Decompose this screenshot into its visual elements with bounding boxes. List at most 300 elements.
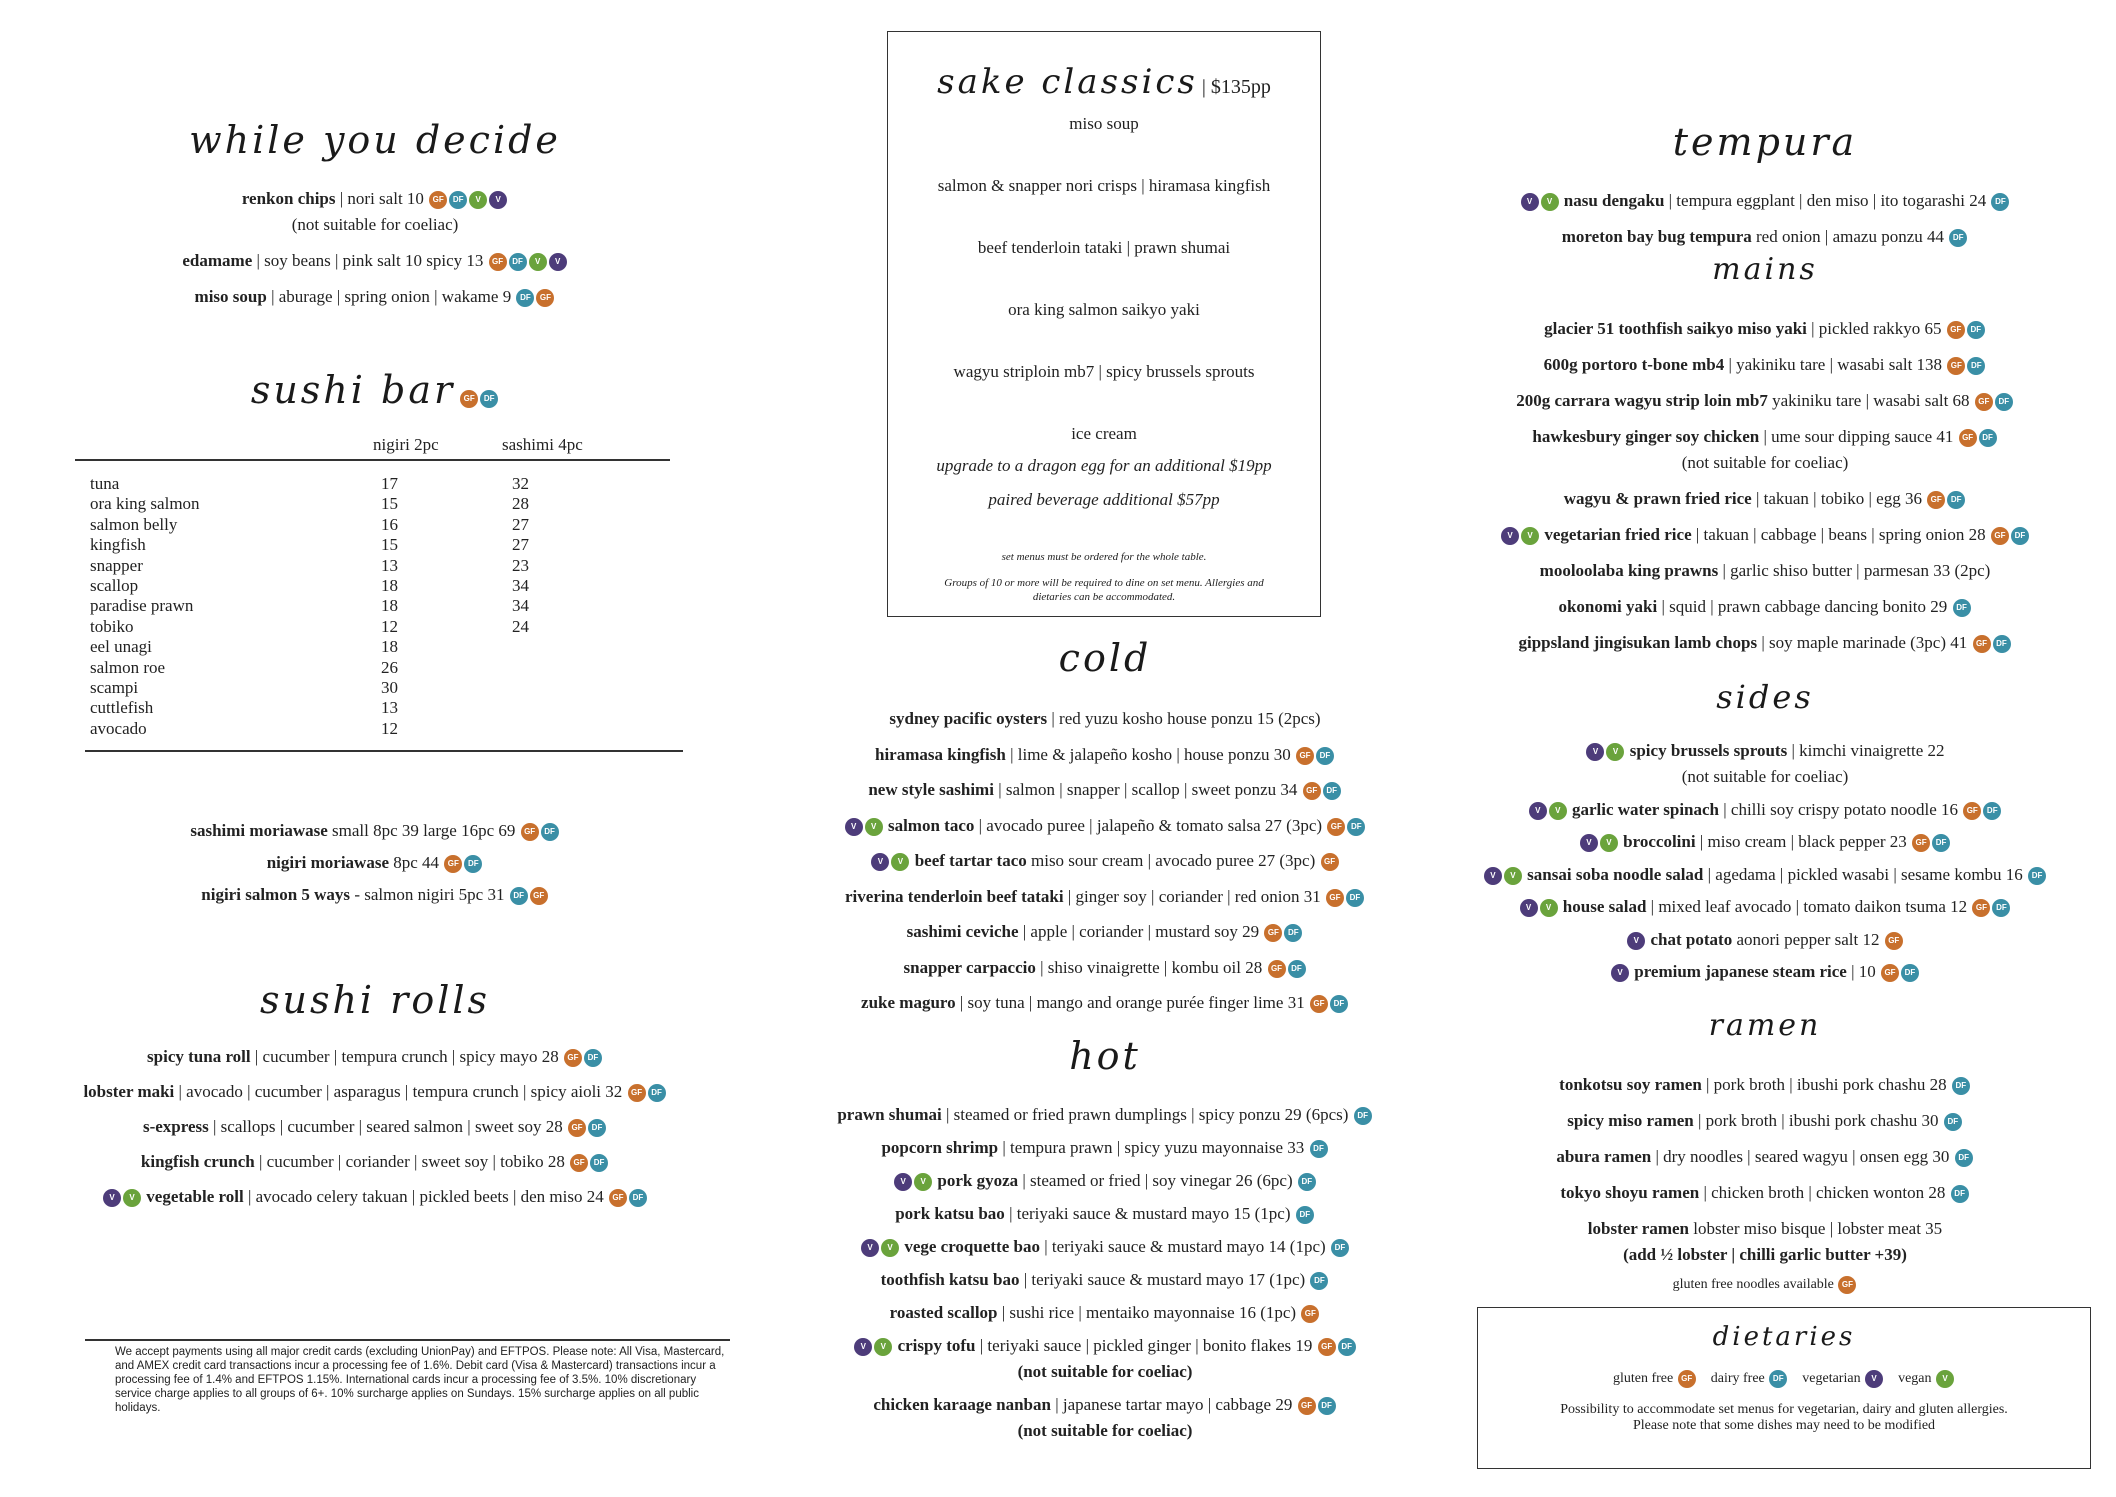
vg-badge: V bbox=[1606, 743, 1624, 761]
table-row bbox=[75, 698, 675, 718]
dietaries-legend bbox=[1478, 1370, 2090, 1388]
hot-list bbox=[790, 1104, 1420, 1453]
vg-badge: V bbox=[881, 1239, 899, 1257]
df-badge: DF bbox=[1288, 960, 1306, 978]
df-badge: DF bbox=[590, 1154, 608, 1172]
item-description: | red yuzu kosho house ponzu 15 (2pcs) bbox=[1047, 709, 1321, 728]
menu-item bbox=[790, 886, 1420, 908]
gf-badge: GF bbox=[1268, 960, 1286, 978]
table-row bbox=[75, 494, 675, 514]
df-badge: DF bbox=[1951, 1185, 1969, 1203]
menu-item bbox=[1440, 1218, 2090, 1240]
item-name: salmon taco bbox=[887, 815, 975, 835]
item-name: pork katsu bao bbox=[895, 1204, 1005, 1223]
item-note: (not suitable for coeliac) bbox=[1681, 767, 1849, 786]
item-name: renkon chips bbox=[241, 189, 336, 208]
gf-badge: GF bbox=[1947, 357, 1965, 375]
item-description: | takuan | tobiko | egg 36 bbox=[1751, 489, 1922, 508]
df-badge: DF bbox=[1901, 964, 1919, 982]
df-badge: DF bbox=[648, 1084, 666, 1102]
menu-item bbox=[790, 957, 1420, 979]
menu-item bbox=[790, 779, 1420, 801]
item-description: | takuan | cabbage | beans | spring onion 28 bbox=[1691, 525, 1986, 544]
heading-sushi-rolls: sushi rolls bbox=[259, 978, 491, 1022]
legend-v-badge: V bbox=[1865, 1370, 1883, 1388]
gf-badge: GF bbox=[1310, 995, 1328, 1013]
menu-item bbox=[790, 1203, 1420, 1225]
item-description: | tempura eggplant | den miso | ito togarashi 24 bbox=[1664, 191, 1987, 210]
mains-list bbox=[1440, 318, 2090, 668]
item-description: | dry noodles | seared wagyu | onsen egg 30 bbox=[1651, 1147, 1950, 1166]
sake-course: wagyu striploin mb7 | spicy brussels sprouts bbox=[953, 362, 1255, 381]
item-description: | pickled rakkyo 65 bbox=[1806, 319, 1942, 338]
item-description: | cucumber | tempura crunch | spicy mayo 28 bbox=[250, 1047, 559, 1066]
gf-badge: GF bbox=[1991, 527, 2009, 545]
col-sashimi: sashimi 4pc bbox=[502, 435, 583, 454]
menu-item bbox=[790, 744, 1420, 766]
item-name: nasu dengaku bbox=[1563, 191, 1665, 210]
menu-item bbox=[1440, 740, 2090, 762]
v-badge: V bbox=[489, 191, 507, 209]
menu-item bbox=[1440, 390, 2090, 412]
df-badge: DF bbox=[509, 253, 527, 271]
v-badge: V bbox=[861, 1239, 879, 1257]
v-badge: V bbox=[103, 1189, 121, 1207]
df-badge: DF bbox=[1992, 899, 2010, 917]
df-badge: DF bbox=[480, 390, 498, 408]
df-badge: DF bbox=[1296, 1206, 1314, 1224]
df-badge: DF bbox=[588, 1119, 606, 1137]
while-you-decide-list bbox=[30, 188, 720, 322]
df-badge: DF bbox=[1331, 1239, 1349, 1257]
legend-dairy-free: dairy free bbox=[1710, 1371, 1765, 1387]
item-description: | ume sour dipping sauce 41 bbox=[1759, 427, 1954, 446]
dietaries-box bbox=[1477, 1307, 2091, 1469]
sushi-rolls-list bbox=[30, 1046, 720, 1221]
sake-fine-2: Groups of 10 or more will be required to dine on set menu. Allergies and dietaries can be accommodated. bbox=[944, 577, 1264, 603]
item-description: miso sour cream | avocado puree 27 (3pc) bbox=[1026, 851, 1316, 870]
item-description: | yakiniku tare | wasabi salt 138 bbox=[1724, 355, 1943, 374]
gf-badge: GF bbox=[429, 191, 447, 209]
sushi-nigiri: 18 bbox=[381, 575, 398, 595]
v-badge: V bbox=[1501, 527, 1519, 545]
item-description: | ginger soy | coriander | red onion 31 bbox=[1063, 886, 1321, 906]
menu-item bbox=[1440, 524, 2090, 546]
menu-item bbox=[1440, 799, 2090, 821]
item-name: spicy tuna roll bbox=[147, 1047, 251, 1066]
menu-item bbox=[30, 884, 720, 906]
item-description: | teriyaki sauce & mustard mayo 14 (1pc) bbox=[1039, 1237, 1326, 1256]
vg-badge: V bbox=[1600, 834, 1618, 852]
item-name: lobster ramen bbox=[1587, 1219, 1689, 1238]
gf-badge: GF bbox=[521, 823, 539, 841]
legend-vg-badge: V bbox=[1936, 1370, 1954, 1388]
df-badge: DF bbox=[1993, 635, 2011, 653]
df-badge: DF bbox=[1944, 1113, 1962, 1131]
item-name: chicken karaage nanban bbox=[873, 1395, 1051, 1414]
menu-item bbox=[30, 1186, 720, 1208]
menu-item bbox=[30, 286, 720, 308]
heading-ramen: ramen bbox=[1708, 1008, 1822, 1043]
vg-badge: V bbox=[891, 853, 909, 871]
item-note: (not suitable for coeliac) bbox=[291, 215, 459, 234]
item-name: nigiri moriawase bbox=[266, 853, 389, 872]
item-name: moreton bay bug tempura bbox=[1561, 227, 1752, 246]
sushi-nigiri: 12 bbox=[381, 616, 398, 636]
item-note: (add ½ lobster | chilli garlic butter +39) bbox=[1623, 1245, 1907, 1264]
menu-item bbox=[1440, 226, 2090, 248]
sushi-table-top-rule bbox=[75, 459, 670, 461]
sake-fine-1: set menus must be ordered for the whole table. bbox=[1001, 551, 1207, 563]
menu-item bbox=[790, 1302, 1420, 1324]
item-note: (not suitable for coeliac) bbox=[1017, 1362, 1193, 1381]
menu-item bbox=[790, 1269, 1420, 1291]
gf-badge: GF bbox=[444, 855, 462, 873]
sushi-nigiri: 17 bbox=[381, 474, 398, 493]
sushi-name: ora king salmon bbox=[90, 494, 200, 514]
item-description: | steamed or fried | soy vinegar 26 (6pc) bbox=[1018, 1171, 1293, 1190]
gf-badge: GF bbox=[564, 1049, 582, 1067]
v-badge: V bbox=[1586, 743, 1604, 761]
item-name: new style sashimi bbox=[868, 780, 994, 799]
menu-item bbox=[1440, 1074, 2090, 1096]
sushi-sashimi: 28 bbox=[512, 494, 529, 514]
sake-course: ice cream bbox=[1071, 424, 1137, 443]
menu-item bbox=[30, 1116, 720, 1138]
gf-badge: GF bbox=[489, 253, 507, 271]
item-description: aonori pepper salt 12 bbox=[1732, 929, 1880, 949]
df-badge: DF bbox=[1955, 1149, 1973, 1167]
item-description: - salmon nigiri 5pc 31 bbox=[350, 885, 505, 904]
item-description: | miso cream | black pepper 23 bbox=[1695, 832, 1907, 851]
dietaries-note-2: Please note that some dishes may need to be modified bbox=[1632, 1418, 1936, 1433]
item-name: toothfish katsu bao bbox=[880, 1270, 1020, 1289]
item-description: | teriyaki sauce & mustard mayo 15 (1pc) bbox=[1004, 1204, 1291, 1223]
item-description: | cucumber | coriander | sweet soy | tobiko 28 bbox=[254, 1152, 565, 1171]
vg-badge: V bbox=[914, 1173, 932, 1191]
item-name: vegetarian fried rice bbox=[1544, 525, 1692, 544]
gf-badge: GF bbox=[628, 1084, 646, 1102]
item-name: 200g carrara wagyu strip loin mb7 bbox=[1516, 391, 1768, 410]
menu-item bbox=[790, 992, 1420, 1014]
menu-item bbox=[790, 1236, 1420, 1258]
item-name: popcorn shrimp bbox=[881, 1138, 999, 1157]
menu-item bbox=[790, 708, 1420, 730]
heading-cold: cold bbox=[1058, 636, 1152, 680]
sushi-bar-extras bbox=[30, 820, 720, 916]
menu-item bbox=[1440, 929, 2090, 951]
sushi-table-bottom-rule bbox=[85, 750, 683, 752]
menu-item bbox=[1440, 426, 2090, 448]
sushi-sashimi: 27 bbox=[512, 535, 529, 555]
item-description: | soy tuna | mango and orange purée finger lime 31 bbox=[955, 993, 1305, 1012]
sushi-name: tobiko bbox=[90, 616, 134, 636]
item-description: | avocado celery takuan | pickled beets | den miso 24 bbox=[243, 1187, 604, 1206]
item-description: | avocado | cucumber | asparagus | tempura crunch | spicy aioli 32 bbox=[174, 1082, 623, 1101]
item-name: spicy brussels sprouts bbox=[1629, 741, 1788, 760]
gf-badge: GF bbox=[1973, 635, 1991, 653]
df-badge: DF bbox=[2028, 867, 2046, 885]
sushi-name: salmon roe bbox=[90, 657, 166, 677]
item-name: vege croquette bao bbox=[904, 1237, 1040, 1256]
table-row bbox=[75, 617, 675, 637]
heading-dietaries: dietaries bbox=[1712, 1322, 1856, 1352]
item-name: beef tartar taco bbox=[914, 851, 1027, 870]
v-badge: V bbox=[1529, 802, 1547, 820]
menu-item bbox=[1440, 961, 2090, 983]
gf-badge: GF bbox=[1927, 491, 1945, 509]
item-description: | nori salt 10 bbox=[335, 189, 424, 208]
df-badge: DF bbox=[510, 887, 528, 905]
item-name: hiramasa kingfish bbox=[875, 744, 1006, 764]
item-description: | tempura prawn | spicy yuzu mayonnaise 33 bbox=[998, 1138, 1305, 1157]
df-badge: DF bbox=[1952, 1077, 1970, 1095]
item-name: mooloolaba king prawns bbox=[1539, 561, 1719, 580]
item-description: | salmon | snapper | scallop | sweet ponzu 34 bbox=[993, 780, 1298, 799]
sake-course: ora king salmon saikyo yaki bbox=[1008, 300, 1200, 319]
gf-badge: GF bbox=[1264, 924, 1282, 942]
heading-sake-classics: sake classics bbox=[937, 62, 1198, 102]
sushi-nigiri: 15 bbox=[381, 535, 398, 555]
vg-badge: V bbox=[874, 1338, 892, 1356]
menu-item bbox=[1440, 488, 2090, 510]
table-row bbox=[75, 535, 675, 555]
menu-item bbox=[790, 1335, 1420, 1357]
item-name: sashimi ceviche bbox=[906, 922, 1019, 941]
menu-item bbox=[790, 1394, 1420, 1416]
item-description: yakiniku tare | wasabi salt 68 bbox=[1767, 391, 1970, 410]
menu-item bbox=[30, 820, 720, 842]
item-name: broccolini bbox=[1623, 832, 1696, 851]
sides-list bbox=[1440, 740, 2090, 994]
item-description: | teriyaki sauce | pickled ginger | bonito flakes 19 bbox=[975, 1336, 1313, 1355]
item-description: | chicken broth | chicken wonton 28 bbox=[1699, 1183, 1946, 1202]
menu-item bbox=[30, 250, 720, 272]
item-name: gippsland jingisukan lamb chops bbox=[1518, 633, 1758, 652]
item-name: sydney pacific oysters bbox=[889, 709, 1048, 728]
sushi-nigiri: 30 bbox=[381, 677, 398, 697]
df-badge: DF bbox=[1347, 818, 1365, 836]
item-description: | soy beans | pink salt 10 spicy 13 bbox=[252, 251, 484, 270]
gf-badge: GF bbox=[1912, 834, 1930, 852]
item-name: pork gyoza bbox=[937, 1171, 1019, 1190]
df-badge: DF bbox=[1323, 782, 1341, 800]
item-description: | mixed leaf avocado | tomato daikon tsuma 12 bbox=[1646, 897, 1968, 916]
vg-badge: V bbox=[1549, 802, 1567, 820]
heading-hot: hot bbox=[1069, 1034, 1141, 1078]
menu-item bbox=[1440, 864, 2090, 886]
menu-item bbox=[1440, 896, 2090, 918]
df-badge: DF bbox=[516, 289, 534, 307]
table-row bbox=[75, 719, 675, 739]
v-badge: V bbox=[854, 1338, 872, 1356]
item-name: sashimi moriawase bbox=[190, 821, 328, 840]
gf-badge: GF bbox=[1959, 429, 1977, 447]
gf-badge: GF bbox=[609, 1189, 627, 1207]
menu-item bbox=[1440, 596, 2090, 618]
v-badge: V bbox=[1580, 834, 1598, 852]
sushi-nigiri: 13 bbox=[381, 555, 398, 575]
df-badge: DF bbox=[1310, 1140, 1328, 1158]
sushi-name: tuna bbox=[90, 474, 120, 493]
df-badge: DF bbox=[1346, 889, 1364, 907]
item-name: chat potato bbox=[1650, 929, 1733, 949]
gf-badge: GF bbox=[1327, 818, 1345, 836]
item-name: roasted scallop bbox=[889, 1303, 998, 1322]
item-name: spicy miso ramen bbox=[1567, 1111, 1694, 1130]
heading-mains: mains bbox=[1712, 252, 1818, 287]
dietaries-note-1: Possibility to accommodate set menus for vegetarian, dairy and gluten allergies. bbox=[1560, 1402, 2008, 1417]
vg-badge: V bbox=[529, 253, 547, 271]
df-badge: DF bbox=[1316, 747, 1334, 765]
heading-tempura: tempura bbox=[1672, 120, 1858, 164]
v-badge: V bbox=[894, 1173, 912, 1191]
menu-item bbox=[1440, 1146, 2090, 1168]
df-badge: DF bbox=[1338, 1338, 1356, 1356]
item-name: vegetable roll bbox=[146, 1187, 244, 1206]
sake-price: | $135pp bbox=[1201, 76, 1271, 98]
item-name: nigiri salmon 5 ways bbox=[201, 885, 351, 904]
table-row bbox=[75, 637, 675, 657]
vg-badge: V bbox=[1521, 527, 1539, 545]
gf-badge: GF bbox=[1947, 321, 1965, 339]
df-badge: DF bbox=[541, 823, 559, 841]
menu-item bbox=[1440, 1110, 2090, 1132]
item-description: | chilli soy crispy potato noodle 16 bbox=[1719, 799, 1959, 819]
table-row bbox=[75, 658, 675, 678]
sushi-nigiri: 16 bbox=[381, 514, 398, 534]
item-description: | lime & jalapeño kosho | house ponzu 30 bbox=[1005, 744, 1291, 764]
gf-badge: GF bbox=[570, 1154, 588, 1172]
gluten-free-noodles-text: gluten free noodles available bbox=[1672, 1277, 1834, 1292]
item-description: | garlic shiso butter | parmesan 33 (2pc) bbox=[1718, 561, 1991, 580]
sushi-bar-table bbox=[75, 474, 675, 739]
menu-item bbox=[30, 1046, 720, 1068]
item-name: 600g portoro t-bone mb4 bbox=[1543, 355, 1725, 374]
gf-badge: GF bbox=[460, 390, 478, 408]
item-name: miso soup bbox=[194, 287, 267, 306]
df-badge: DF bbox=[1983, 802, 2001, 820]
item-description: 8pc 44 bbox=[389, 853, 440, 872]
df-badge: DF bbox=[1298, 1173, 1316, 1191]
v-badge: V bbox=[1520, 899, 1538, 917]
sushi-bar-title-row bbox=[30, 368, 720, 412]
df-badge: DF bbox=[1953, 599, 1971, 617]
sushi-sashimi: 34 bbox=[512, 596, 529, 616]
item-description: | soy maple marinade (3pc) 41 bbox=[1757, 633, 1968, 652]
sushi-name: avocado bbox=[90, 718, 147, 738]
item-name: tokyo shoyu ramen bbox=[1560, 1183, 1700, 1202]
menu-item bbox=[1440, 560, 2090, 582]
heading-sushi-bar: sushi bar bbox=[250, 368, 456, 412]
df-badge: DF bbox=[1310, 1272, 1328, 1290]
sushi-name: salmon belly bbox=[90, 514, 178, 534]
df-badge: DF bbox=[1932, 834, 1950, 852]
table-row bbox=[75, 678, 675, 698]
gf-badge: GF bbox=[1321, 853, 1339, 871]
item-name: lobster maki bbox=[83, 1082, 175, 1101]
sake-course: salmon & snapper nori crisps | hiramasa kingfish bbox=[937, 176, 1271, 195]
vg-badge: V bbox=[1504, 867, 1522, 885]
item-name: edamame bbox=[182, 251, 253, 270]
item-name: tonkotsu soy ramen bbox=[1559, 1075, 1702, 1094]
item-note: (not suitable for coeliac) bbox=[1017, 1421, 1193, 1440]
menu-item bbox=[30, 188, 720, 210]
gf-badge: GF bbox=[1301, 1305, 1319, 1323]
item-name: glacier 51 toothfish saikyo miso yaki bbox=[1544, 319, 1807, 338]
gf-badge: GF bbox=[536, 289, 554, 307]
menu-item bbox=[1440, 831, 2090, 853]
item-description: | scallops | cucumber | seared salmon | sweet soy 28 bbox=[208, 1117, 563, 1136]
sushi-sashimi: 34 bbox=[512, 575, 529, 595]
heading-sides: sides bbox=[1716, 678, 1814, 716]
menu-item bbox=[1440, 190, 2090, 212]
sake-paired: paired beverage additional $57pp bbox=[988, 490, 1220, 509]
table-row bbox=[75, 515, 675, 535]
menu-item bbox=[790, 1170, 1420, 1192]
gf-badge: GF bbox=[1303, 782, 1321, 800]
item-name: house salad bbox=[1562, 897, 1647, 916]
gf-badge: GF bbox=[1975, 393, 1993, 411]
sake-classics-box bbox=[887, 31, 1321, 617]
sushi-name: snapper bbox=[90, 555, 143, 575]
sushi-nigiri: 18 bbox=[381, 596, 398, 616]
gf-badge: GF bbox=[1881, 964, 1899, 982]
item-name: garlic water spinach bbox=[1571, 799, 1719, 819]
menu-item bbox=[790, 1137, 1420, 1159]
gf-badge: GF bbox=[568, 1119, 586, 1137]
gf-badge: GF bbox=[1326, 889, 1344, 907]
item-name: hawkesbury ginger soy chicken bbox=[1532, 427, 1760, 446]
vg-badge: V bbox=[123, 1189, 141, 1207]
df-badge: DF bbox=[1949, 229, 1967, 247]
gf-badge: GF bbox=[1885, 932, 1903, 950]
v-badge: V bbox=[1521, 193, 1539, 211]
table-row bbox=[75, 556, 675, 576]
menu-item bbox=[790, 921, 1420, 943]
gluten-free-badge: GF bbox=[1838, 1276, 1856, 1294]
df-badge: DF bbox=[584, 1049, 602, 1067]
legal-rule bbox=[85, 1339, 730, 1341]
item-name: okonomi yaki bbox=[1558, 597, 1658, 616]
item-description: red onion | amazu ponzu 44 bbox=[1751, 227, 1944, 246]
item-name: abura ramen bbox=[1556, 1147, 1652, 1166]
v-badge: V bbox=[871, 853, 889, 871]
gf-badge: GF bbox=[1296, 747, 1314, 765]
item-description: lobster miso bisque | lobster meat 35 bbox=[1689, 1219, 1943, 1238]
sushi-name: scallop bbox=[90, 575, 139, 595]
df-badge: DF bbox=[1979, 429, 1997, 447]
payment-legal-text: We accept payments using all major credit cards (excluding UnionPay) and EFTPOS. Please note: All Visa, Mastercard, and AMEX credit card transactions incur a processing fee of 1.6%. Debit card (Visa & Mastercard) transactions incur a processing fee of 1.4% and EFTPOS 1.15%. International cards incur a processing fee of 3.5%. 10% discretionary service charge applies to all groups of 6+. 10% surcharge applies on Sundays. 15% surcharge applies on all public holidays. bbox=[115, 1346, 725, 1414]
col-nigiri: nigiri 2pc bbox=[373, 435, 439, 454]
df-badge: DF bbox=[1991, 193, 2009, 211]
vg-badge: V bbox=[469, 191, 487, 209]
menu-item bbox=[1440, 354, 2090, 376]
sake-title-row bbox=[888, 62, 1320, 102]
df-badge: DF bbox=[1330, 995, 1348, 1013]
df-badge: DF bbox=[1354, 1107, 1372, 1125]
item-name: sansai soba noodle salad bbox=[1527, 864, 1704, 884]
item-description: | squid | prawn cabbage dancing bonito 29 bbox=[1657, 597, 1948, 616]
df-badge: DF bbox=[1967, 357, 1985, 375]
sushi-sashimi: 24 bbox=[512, 616, 529, 636]
item-name: riverina tenderloin beef tataki bbox=[845, 886, 1064, 906]
item-description: | shiso vinaigrette | kombu oil 28 bbox=[1035, 957, 1263, 977]
gf-badge: GF bbox=[1972, 899, 1990, 917]
table-row bbox=[75, 596, 675, 616]
legend-df-badge: DF bbox=[1769, 1370, 1787, 1388]
menu-item bbox=[1440, 318, 2090, 340]
